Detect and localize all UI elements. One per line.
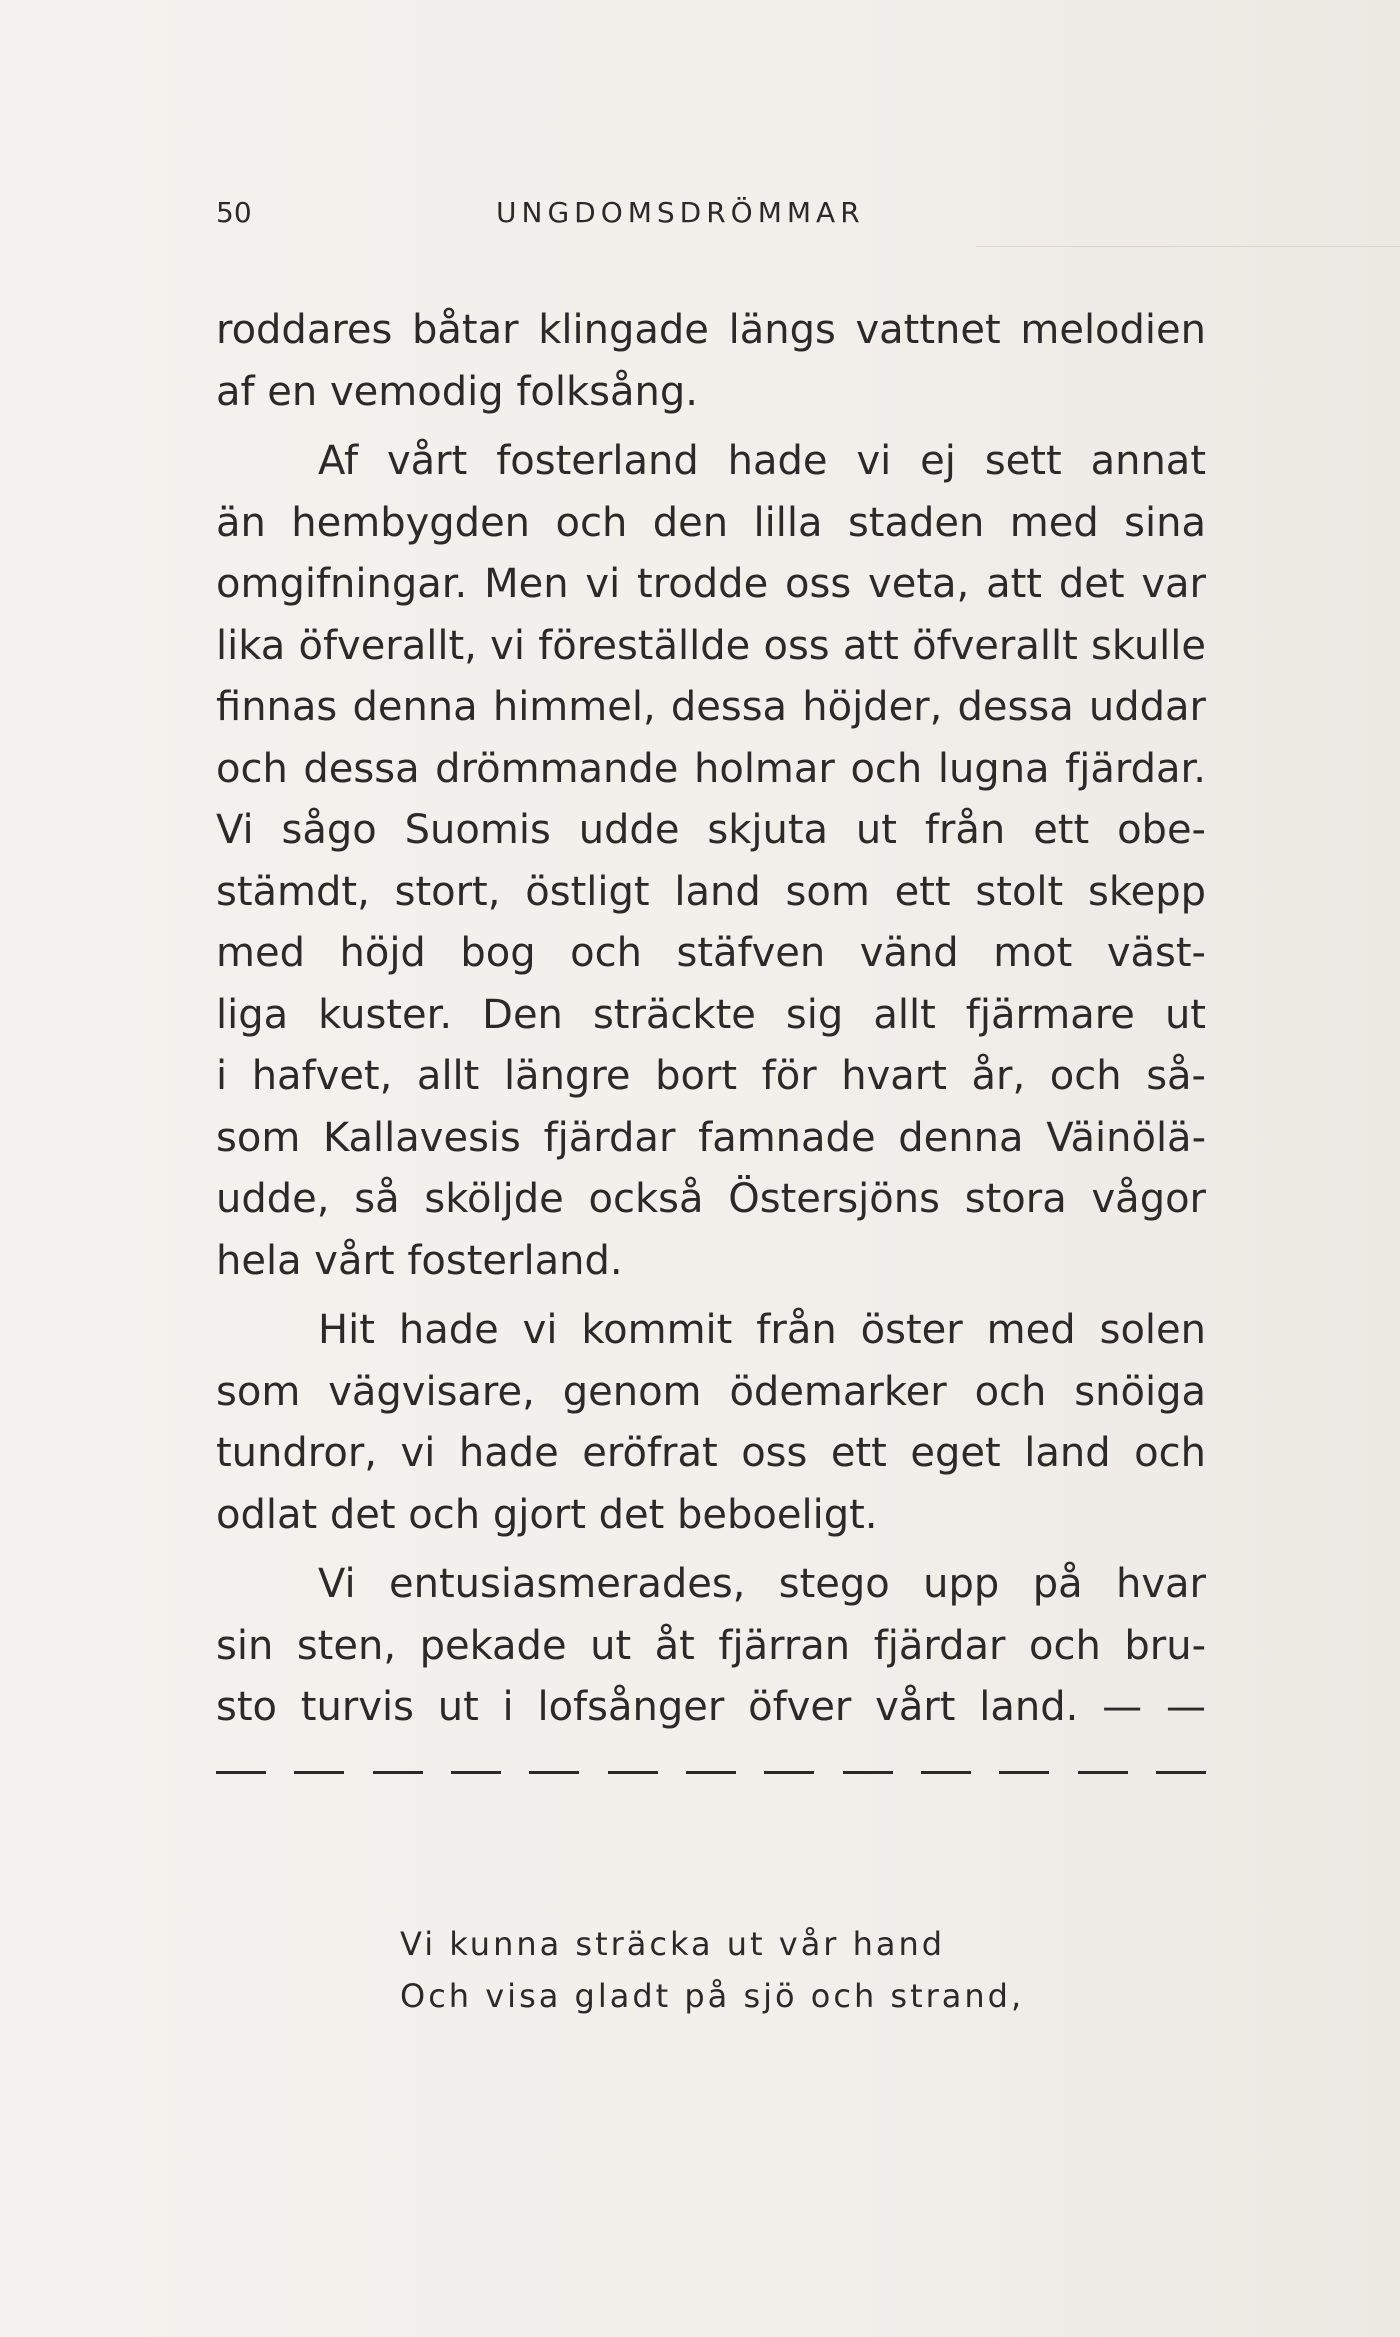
paragraph-gap	[216, 1292, 1206, 1300]
divider-dash	[294, 1771, 344, 1774]
divider-dash	[608, 1771, 658, 1774]
text-line: odlat det och gjort det beboeligt.	[216, 1491, 878, 1538]
divider-dash	[1078, 1771, 1128, 1774]
text-line: hela vårt fosterland.	[216, 1237, 623, 1284]
text-line: roddares båtar klingade längs vattnet melodien	[216, 307, 1206, 353]
divider-dash	[1156, 1771, 1206, 1774]
header-rule	[976, 246, 1400, 247]
paragraph-gap	[216, 423, 1206, 431]
text-line: än hembygden och den lilla staden med sina	[216, 499, 1206, 546]
text-line: Vi sågo Suomis udde skjuta ut från ett obe-	[216, 807, 1206, 853]
text-line: med höjd bog och stäfven vänd mot väst-	[216, 930, 1206, 976]
divider-dash	[999, 1771, 1049, 1774]
page-number: 50	[216, 196, 252, 229]
divider-dash	[216, 1771, 266, 1774]
text-line: omgifningar. Men vi trodde oss veta, att det var	[216, 561, 1206, 607]
divider-dash	[451, 1771, 501, 1774]
text-line: som vägvisare, genom ödemarker och snöiga	[216, 1368, 1206, 1415]
verse-block	[400, 1918, 1100, 2022]
page-header	[216, 196, 1206, 236]
running-head: UNGDOMSDRÖMMAR	[496, 196, 865, 229]
text-line: sin sten, pekade ut åt fjärran fjärdar och bru-	[216, 1622, 1206, 1669]
divider-dash	[764, 1771, 814, 1774]
text-line: stämdt, stort, östligt land som ett stolt skepp	[216, 868, 1206, 915]
verse-line: Vi kunna sträcka ut vår hand	[400, 1925, 946, 1963]
divider-dash	[843, 1771, 893, 1774]
text-line: finnas denna himmel, dessa höjder, dessa uddar	[216, 684, 1206, 730]
text-line: sto turvis ut i lofsånger öfver vårt land. — —	[216, 1684, 1206, 1730]
text-line: och dessa drömmande holmar och lugna fjärdar.	[216, 745, 1206, 792]
text-line: lika öfverallt, vi föreställde oss att öfverallt skulle	[216, 622, 1206, 669]
text-line: som Kallavesis fjärdar famnade denna Väinölä-	[216, 1114, 1206, 1161]
divider-dash	[373, 1771, 423, 1774]
text-line: tundror, vi hade eröfrat oss ett eget land och	[216, 1430, 1206, 1476]
verse-line: Och visa gladt på sjö och strand,	[400, 1977, 1025, 2015]
text-line: Af vårt fosterland hade vi ej sett annat	[318, 438, 1206, 484]
divider-dash	[921, 1771, 971, 1774]
text-line: liga kuster. Den sträckte sig allt fjärmare ut	[216, 991, 1206, 1038]
text-line: Vi entusiasmerades, stego upp på hvar	[318, 1561, 1206, 1607]
divider-dash	[529, 1771, 579, 1774]
paragraph-gap	[216, 1546, 1206, 1554]
section-divider	[216, 1771, 1206, 1775]
body-text	[216, 300, 1206, 1739]
text-line: i hafvet, allt längre bort för hvart år, och så-	[216, 1053, 1206, 1099]
text-line: udde, så sköljde också Östersjöns stora vågor	[216, 1176, 1206, 1222]
text-line: Hit hade vi kommit från öster med solen	[318, 1307, 1206, 1353]
text-line: af en vemodig folksång.	[216, 368, 698, 415]
divider-dash	[686, 1771, 736, 1774]
